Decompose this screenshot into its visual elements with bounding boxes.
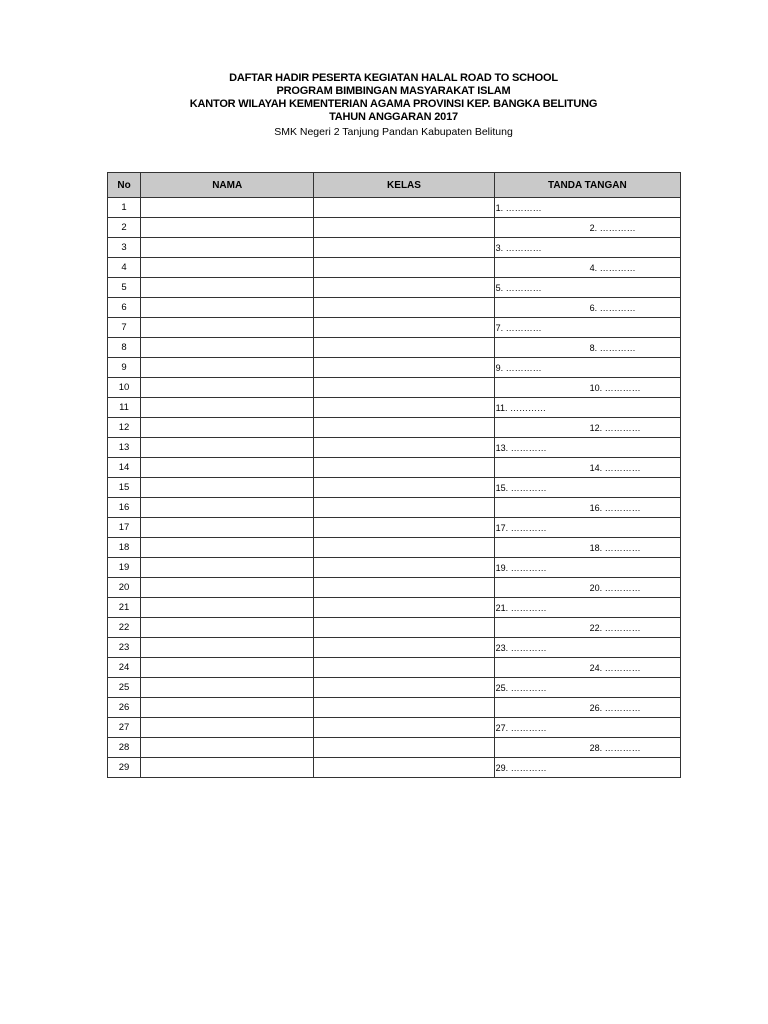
column-header-no: No (108, 173, 141, 198)
attendance-table (107, 172, 681, 778)
table-row (108, 718, 681, 738)
nama-cell[interactable] (141, 758, 314, 778)
tanda-tangan-cell[interactable] (494, 558, 680, 578)
table-row (108, 378, 681, 398)
signature-placeholder: 23. ………… (495, 642, 547, 653)
nama-cell[interactable] (141, 678, 314, 698)
row-number: 2 (108, 218, 141, 238)
table-row (108, 418, 681, 438)
row-number: 18 (108, 538, 141, 558)
nama-cell[interactable] (141, 278, 314, 298)
kelas-cell[interactable] (314, 398, 494, 418)
tanda-tangan-cell[interactable] (494, 218, 680, 238)
tanda-tangan-cell[interactable] (494, 738, 680, 758)
row-number: 12 (108, 418, 141, 438)
nama-cell[interactable] (141, 438, 314, 458)
row-number: 11 (108, 398, 141, 418)
signature-placeholder: 17. ………… (495, 522, 547, 533)
nama-cell[interactable] (141, 738, 314, 758)
nama-cell[interactable] (141, 298, 314, 318)
table-row (108, 538, 681, 558)
table-row (108, 558, 681, 578)
kelas-cell[interactable] (314, 578, 494, 598)
kelas-cell[interactable] (314, 538, 494, 558)
signature-placeholder: 10. ………… (589, 382, 641, 393)
row-number: 20 (108, 578, 141, 598)
tanda-tangan-cell[interactable] (494, 538, 680, 558)
tanda-tangan-cell[interactable] (494, 318, 680, 338)
row-number: 15 (108, 478, 141, 498)
table-row (108, 498, 681, 518)
kelas-cell[interactable] (314, 258, 494, 278)
row-number: 28 (108, 738, 141, 758)
row-number: 25 (108, 678, 141, 698)
title-line-2: PROGRAM BIMBINGAN MASYARAKAT ISLAM (276, 85, 511, 97)
tanda-tangan-cell[interactable] (494, 298, 680, 318)
nama-cell[interactable] (141, 578, 314, 598)
signature-placeholder: 27. ………… (495, 722, 547, 733)
table-row (108, 658, 681, 678)
row-number: 17 (108, 518, 141, 538)
row-number: 29 (108, 758, 141, 778)
tanda-tangan-cell[interactable] (494, 718, 680, 738)
table-row (108, 258, 681, 278)
kelas-cell[interactable] (314, 638, 494, 658)
tanda-tangan-cell[interactable] (494, 378, 680, 398)
table-row (108, 298, 681, 318)
tanda-tangan-cell[interactable] (494, 198, 680, 218)
kelas-cell[interactable] (314, 278, 494, 298)
table-row (108, 578, 681, 598)
nama-cell[interactable] (141, 218, 314, 238)
kelas-cell[interactable] (314, 378, 494, 398)
table-row (108, 758, 681, 778)
nama-cell[interactable] (141, 338, 314, 358)
nama-cell[interactable] (141, 398, 314, 418)
tanda-tangan-cell[interactable] (494, 358, 680, 378)
table-row (108, 698, 681, 718)
kelas-cell[interactable] (314, 418, 494, 438)
kelas-cell[interactable] (314, 558, 494, 578)
row-number: 6 (108, 298, 141, 318)
table-row (108, 738, 681, 758)
signature-placeholder: 26. ………… (589, 702, 641, 713)
school-name: SMK Negeri 2 Tanjung Pandan Kabupaten Belitung (274, 126, 513, 138)
signature-placeholder: 22. ………… (589, 622, 641, 633)
kelas-cell[interactable] (314, 698, 494, 718)
signature-placeholder: 16. ………… (589, 502, 641, 513)
row-number: 13 (108, 438, 141, 458)
nama-cell[interactable] (141, 318, 314, 338)
tanda-tangan-cell[interactable] (494, 698, 680, 718)
tanda-tangan-cell[interactable] (494, 438, 680, 458)
nama-cell[interactable] (141, 358, 314, 378)
signature-placeholder: 4. ………… (589, 262, 636, 273)
row-number: 10 (108, 378, 141, 398)
row-number: 21 (108, 598, 141, 618)
nama-cell[interactable] (141, 558, 314, 578)
kelas-cell[interactable] (314, 438, 494, 458)
row-number: 14 (108, 458, 141, 478)
nama-cell[interactable] (141, 618, 314, 638)
table-row (108, 598, 681, 618)
tanda-tangan-cell[interactable] (494, 498, 680, 518)
signature-placeholder: 8. ………… (589, 342, 636, 353)
signature-placeholder: 21. ………… (495, 602, 547, 613)
kelas-cell[interactable] (314, 358, 494, 378)
column-header-nama: NAMA (141, 173, 314, 198)
table-row (108, 398, 681, 418)
nama-cell[interactable] (141, 538, 314, 558)
nama-cell[interactable] (141, 598, 314, 618)
table-row (108, 638, 681, 658)
signature-placeholder: 18. ………… (589, 542, 641, 553)
kelas-cell[interactable] (314, 238, 494, 258)
signature-placeholder: 9. ………… (495, 362, 542, 373)
title-line-1: DAFTAR HADIR PESERTA KEGIATAN HALAL ROAD TO SCHOOL (229, 72, 558, 84)
table-row (108, 458, 681, 478)
tanda-tangan-cell[interactable] (494, 278, 680, 298)
tanda-tangan-cell[interactable] (494, 238, 680, 258)
tanda-tangan-cell[interactable] (494, 258, 680, 278)
row-number: 22 (108, 618, 141, 638)
row-number: 4 (108, 258, 141, 278)
tanda-tangan-cell[interactable] (494, 758, 680, 778)
signature-placeholder: 2. ………… (589, 222, 636, 233)
signature-placeholder: 13. ………… (495, 442, 547, 453)
tanda-tangan-cell[interactable] (494, 598, 680, 618)
tanda-tangan-cell[interactable] (494, 578, 680, 598)
signature-placeholder: 14. ………… (589, 462, 641, 473)
signature-placeholder: 7. ………… (495, 322, 542, 333)
nama-cell[interactable] (141, 498, 314, 518)
kelas-cell[interactable] (314, 198, 494, 218)
signature-placeholder: 25. ………… (495, 682, 547, 693)
nama-cell[interactable] (141, 238, 314, 258)
tanda-tangan-cell[interactable] (494, 338, 680, 358)
tanda-tangan-cell[interactable] (494, 418, 680, 438)
row-number: 1 (108, 198, 141, 218)
signature-placeholder: 15. ………… (495, 482, 547, 493)
kelas-cell[interactable] (314, 338, 494, 358)
signature-placeholder: 5. ………… (495, 282, 542, 293)
signature-placeholder: 11. ………… (495, 402, 546, 413)
nama-cell[interactable] (141, 198, 314, 218)
signature-placeholder: 3. ………… (495, 242, 542, 253)
title-line-4: TAHUN ANGGARAN 2017 (329, 111, 458, 123)
nama-cell[interactable] (141, 698, 314, 718)
kelas-cell[interactable] (314, 518, 494, 538)
signature-placeholder: 28. ………… (589, 742, 641, 753)
kelas-cell[interactable] (314, 598, 494, 618)
row-number: 7 (108, 318, 141, 338)
nama-cell[interactable] (141, 718, 314, 738)
row-number: 27 (108, 718, 141, 738)
row-number: 5 (108, 278, 141, 298)
tanda-tangan-cell[interactable] (494, 638, 680, 658)
kelas-cell[interactable] (314, 678, 494, 698)
row-number: 3 (108, 238, 141, 258)
nama-cell[interactable] (141, 518, 314, 538)
signature-placeholder: 12. ………… (589, 422, 641, 433)
nama-cell[interactable] (141, 258, 314, 278)
kelas-cell[interactable] (314, 478, 494, 498)
table-body (108, 198, 681, 778)
tanda-tangan-cell[interactable] (494, 398, 680, 418)
row-number: 16 (108, 498, 141, 518)
nama-cell[interactable] (141, 458, 314, 478)
kelas-cell[interactable] (314, 658, 494, 678)
table-row (108, 478, 681, 498)
kelas-cell[interactable] (314, 618, 494, 638)
nama-cell[interactable] (141, 418, 314, 438)
row-number: 8 (108, 338, 141, 358)
table-row (108, 438, 681, 458)
table-header-row (108, 173, 681, 198)
signature-placeholder: 24. ………… (589, 662, 641, 673)
kelas-cell[interactable] (314, 218, 494, 238)
nama-cell[interactable] (141, 378, 314, 398)
document-header (0, 72, 768, 139)
tanda-tangan-cell[interactable] (494, 518, 680, 538)
row-number: 9 (108, 358, 141, 378)
title-line-3: KANTOR WILAYAH KEMENTERIAN AGAMA PROVINSI KEP. BANGKA BELITUNG (189, 98, 598, 110)
kelas-cell[interactable] (314, 758, 494, 778)
tanda-tangan-cell[interactable] (494, 658, 680, 678)
kelas-cell[interactable] (314, 458, 494, 478)
signature-placeholder: 20. ………… (589, 582, 641, 593)
row-number: 23 (108, 638, 141, 658)
tanda-tangan-cell[interactable] (494, 458, 680, 478)
table-row (108, 218, 681, 238)
table-row (108, 678, 681, 698)
nama-cell[interactable] (141, 638, 314, 658)
row-number: 19 (108, 558, 141, 578)
table-row (108, 318, 681, 338)
signature-placeholder: 29. ………… (495, 762, 547, 773)
nama-cell[interactable] (141, 658, 314, 678)
signature-placeholder: 19. ………… (495, 562, 547, 573)
kelas-cell[interactable] (314, 738, 494, 758)
nama-cell[interactable] (141, 478, 314, 498)
table-row (108, 518, 681, 538)
row-number: 24 (108, 658, 141, 678)
table-row (108, 198, 681, 218)
signature-placeholder: 6. ………… (589, 302, 636, 313)
kelas-cell[interactable] (314, 298, 494, 318)
table-row (108, 358, 681, 378)
column-header-tanda-tangan: TANDA TANGAN (494, 173, 680, 198)
kelas-cell[interactable] (314, 498, 494, 518)
signature-placeholder: 1. ………… (495, 202, 542, 213)
row-number: 26 (108, 698, 141, 718)
kelas-cell[interactable] (314, 318, 494, 338)
tanda-tangan-cell[interactable] (494, 678, 680, 698)
table-row (108, 618, 681, 638)
table-row (108, 278, 681, 298)
column-header-kelas: KELAS (314, 173, 494, 198)
tanda-tangan-cell[interactable] (494, 618, 680, 638)
kelas-cell[interactable] (314, 718, 494, 738)
table-row (108, 238, 681, 258)
table-row (108, 338, 681, 358)
tanda-tangan-cell[interactable] (494, 478, 680, 498)
